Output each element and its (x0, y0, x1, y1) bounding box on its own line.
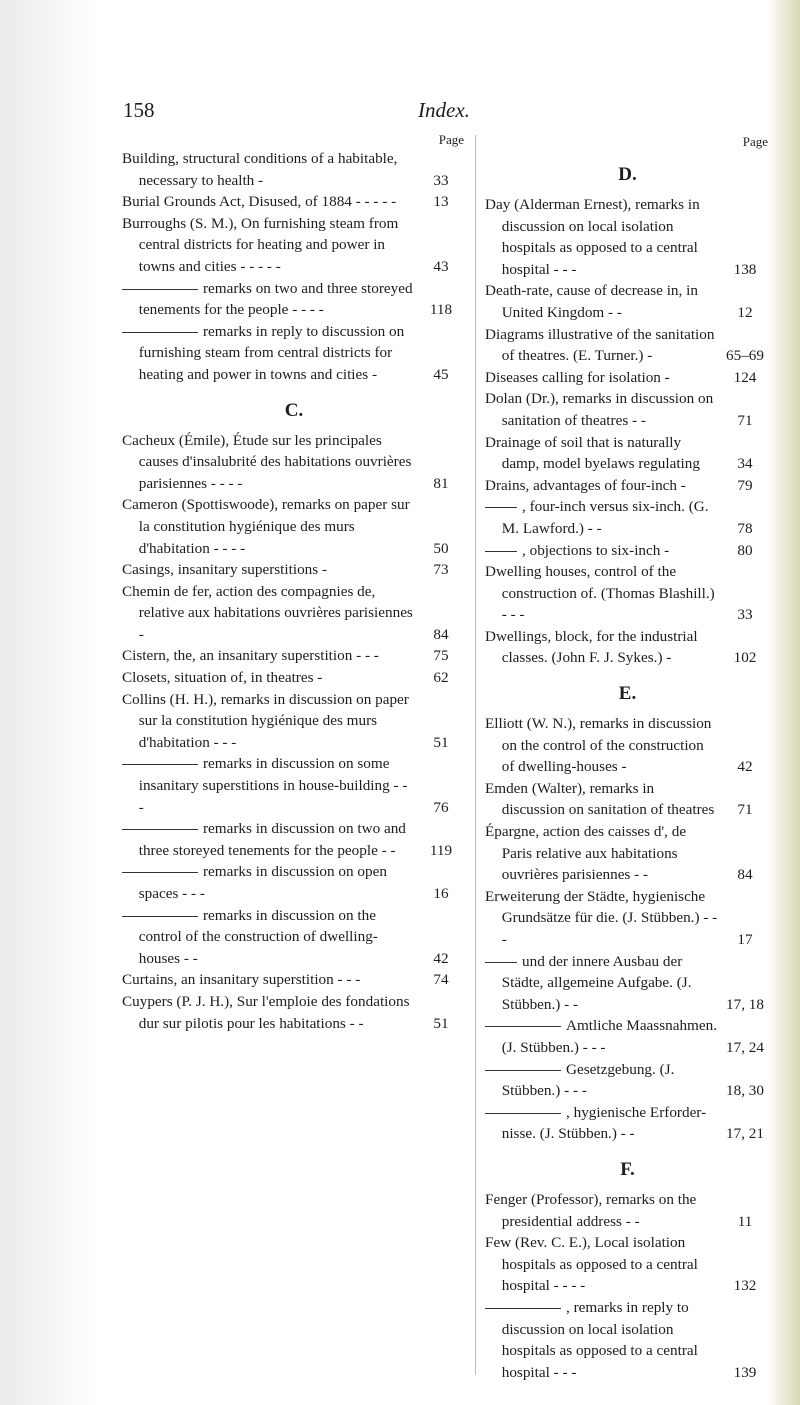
entry-text: Day (Alderman Ernest), remarks in discussion on local isolation hospitals as opposed to a central hospital - - - (485, 196, 700, 278)
entry-text: Dwelling houses, control of the construction of. (Thomas Blashill.) - - - (485, 563, 715, 624)
entry-text: Death-rate, cause of decrease in, in United Kingdom - - (485, 282, 698, 321)
entry-page-number: 12 (737, 303, 753, 321)
entry-text: Cacheux (Émile), Étude sur les principales causes d'insalubrité des habitations ouvrières parisiennes - - - - (122, 431, 412, 492)
index-entry (122, 991, 466, 1034)
entry-text: Fenger (Professor), remarks on the presidential address - - (485, 1190, 697, 1230)
index-entry (485, 194, 770, 280)
index-entry (122, 494, 466, 559)
repeat-dash (485, 507, 517, 508)
entry-text: Diagrams illustrative of the sanitation of theatres. (E. Turner.) - (485, 325, 715, 365)
entry-text: , objections to six-inch - (522, 541, 670, 559)
index-entry (485, 1189, 770, 1232)
entry-page-number: 13 (433, 193, 449, 211)
entry-page-number: 42 (433, 949, 449, 967)
index-entry (485, 1059, 770, 1102)
index-entry (485, 951, 770, 1016)
entry-text: Building, structural conditions of a habitable, necessary to health - (122, 150, 398, 189)
entry-page-number: 102 (733, 649, 757, 667)
entry-text: , hygienische Erforder-nisse. (J. Stübben.) - - (501, 1103, 707, 1143)
repeat-dash (485, 1026, 561, 1027)
page-column-label: Page (742, 134, 768, 149)
entry-text: remarks in discussion on two and three storeyed tenements for the people - - (138, 820, 406, 859)
index-entry (485, 778, 770, 821)
entry-text: , four-inch versus six-inch. (G. M. Lawford.) - - (501, 498, 709, 537)
index-entry (485, 324, 770, 367)
entry-text: Diseases calling for isolation - (485, 368, 670, 386)
repeat-dash (485, 1113, 561, 1114)
entry-page-number: 34 (737, 455, 753, 473)
index-entry (122, 191, 466, 213)
entry-page-number: 33 (737, 606, 753, 624)
index-entry (485, 561, 770, 626)
entry-text: remarks in discussion on open spaces - - - (138, 863, 387, 902)
entry-text: Épargne, action des caisses d', de Paris relative aux habitations ouvrières parisiennes - - (485, 823, 687, 884)
index-entry (485, 1102, 770, 1145)
entry-text: remarks in discussion on the control of the construction of dwelling-houses - - (138, 906, 378, 967)
page-title: Index. (418, 98, 470, 122)
index-entry (485, 432, 770, 475)
entry-page-number: 43 (433, 257, 449, 275)
index-entry (122, 753, 466, 818)
right-page-edge (768, 0, 800, 1405)
repeat-dash (485, 962, 517, 963)
index-entry (122, 645, 466, 667)
entry-page-number: 71 (737, 411, 753, 429)
index-entry (122, 430, 466, 495)
index-entry (122, 905, 466, 970)
entry-page-number: 45 (433, 365, 449, 383)
entry-text: Emden (Walter), remarks in discussion on sanitation of theatres (485, 779, 715, 819)
index-letter-heading: E. (618, 683, 637, 705)
left-page-margin-shadow (0, 0, 100, 1405)
index-entry (485, 1297, 770, 1383)
entry-page-number: 80 (737, 541, 753, 559)
repeat-dash (485, 1070, 561, 1071)
entry-page-number: 33 (433, 171, 449, 189)
entry-text: Dwellings, block, for the industrial classes. (John F. J. Sykes.) - (485, 627, 698, 667)
entry-text: Drainage of soil that is naturally damp, model byelaws regulating (485, 433, 700, 473)
index-entry (122, 689, 466, 754)
entry-text: Cuypers (P. J. H.), Sur l'emploie des fondations dur sur pilotis pour les habitations - - (122, 992, 410, 1032)
entry-text: remarks in discussion on some insanitary superstitions in house-building - - - (138, 755, 408, 816)
entry-text: Amtliche Maassnahmen. (J. Stübben.) - - - (501, 1017, 717, 1056)
entry-page-number: 73 (433, 561, 449, 579)
repeat-dash (485, 551, 517, 552)
page-header (0, 98, 800, 128)
entry-page-number: 81 (433, 474, 449, 492)
index-entry (485, 1015, 770, 1058)
entry-page-number: 11 (737, 1212, 753, 1230)
entry-text: , remarks in reply to discussion on local isolation hospitals as opposed to a central hospital - - - (501, 1298, 698, 1381)
entry-text: Gesetzgebung. (J. Stübben.) - - - (501, 1060, 675, 1100)
entry-page-number: 138 (733, 260, 757, 278)
entry-page-number: 124 (733, 368, 757, 386)
index-entry (485, 388, 770, 431)
index-entry (485, 713, 770, 778)
repeat-dash (122, 332, 198, 333)
index-entry (122, 667, 466, 689)
index-entry (485, 886, 770, 951)
entry-text: Cameron (Spottiswoode), remarks on paper sur la constitution hygiénique des murs d'habitation - - - - (122, 496, 410, 557)
entry-text: remarks on two and three storeyed tenements for the people - - - - (138, 279, 413, 319)
entry-text: Erweiterung der Städte, hygienische Grundsätze für die. (J. Stübben.) - - - (485, 887, 718, 948)
entry-text: Closets, situation of, in theatres - (122, 669, 323, 687)
entry-text: Burial Grounds Act, Disused, of 1884 - - - - - (122, 193, 397, 211)
entry-text: Cistern, the, an insanitary superstition - - - (122, 647, 379, 665)
entry-text: Drains, advantages of four-inch - (485, 476, 686, 494)
entry-page-number: 62 (433, 669, 449, 687)
index-entry (122, 581, 466, 646)
entry-page-number: 139 (733, 1363, 757, 1381)
index-entry (122, 969, 466, 991)
entry-text: remarks in reply to discussion on furnishing steam from central districts for heating and power in towns and cities - (138, 322, 405, 383)
repeat-dash (122, 916, 198, 917)
index-entry (122, 321, 466, 386)
entry-text: Chemin de fer, action des compagnies de, relative aux habitations ouvrières parisiennes - (122, 582, 413, 643)
index-entry (122, 559, 466, 581)
column-divider (475, 135, 476, 1375)
entry-text: Few (Rev. C. E.), Local isolation hospitals as opposed to a central hospital - - - - (485, 1234, 698, 1295)
index-entry (485, 626, 770, 669)
entry-page-number: 79 (737, 476, 753, 494)
entry-page-number: 71 (737, 801, 753, 819)
entry-page-number: 51 (433, 733, 449, 751)
index-entry (485, 540, 770, 562)
entry-page-number: 65–69 (726, 347, 764, 365)
index-entry (122, 861, 466, 904)
index-entry (485, 1232, 770, 1297)
entry-page-number: 74 (433, 971, 449, 989)
index-entry (485, 821, 770, 886)
index-entry (122, 213, 466, 278)
entry-page-number: 76 (433, 798, 449, 816)
index-entry (122, 148, 466, 191)
index-entry (485, 367, 770, 389)
repeat-dash (122, 872, 198, 873)
entry-page-number: 84 (433, 625, 449, 643)
entry-page-number: 17 (737, 931, 753, 948)
entry-page-number: 17, 21 (726, 1125, 764, 1143)
entry-page-number: 17, 24 (726, 1038, 764, 1056)
entry-page-number: 75 (433, 647, 449, 665)
entry-page-number: 17, 18 (726, 995, 764, 1013)
index-entry (122, 278, 466, 321)
entry-page-number: 78 (737, 519, 753, 537)
index-entry (485, 496, 770, 539)
entry-text: und der innere Ausbau der Städte, allgemeine Aufgabe. (J. Stübben.) - - (501, 952, 692, 1013)
entry-text: Curtains, an insanitary superstition - - - (122, 971, 361, 989)
index-entry (122, 818, 466, 861)
page-number: 158 (123, 98, 155, 122)
index-entry (485, 475, 770, 497)
entry-page-number: 132 (733, 1277, 757, 1295)
entry-page-number: 50 (433, 539, 449, 557)
repeat-dash (485, 1308, 561, 1309)
index-column-left (122, 132, 466, 1034)
entry-page-number: 118 (429, 301, 453, 319)
entry-page-number: 51 (433, 1014, 449, 1032)
repeat-dash (122, 289, 198, 290)
entry-text: Casings, insanitary superstitions - (122, 561, 328, 579)
index-letter-heading: D. (618, 164, 637, 185)
entry-page-number: 16 (433, 885, 449, 902)
entry-page-number: 42 (737, 758, 753, 776)
entry-page-number: 84 (737, 866, 753, 884)
index-entry (485, 280, 770, 323)
repeat-dash (122, 764, 198, 765)
entry-text: Dolan (Dr.), remarks in discussion on sanitation of theatres - - (485, 390, 714, 429)
index-letter-heading: F. (620, 1158, 635, 1180)
repeat-dash (122, 829, 198, 830)
entry-text: Collins (H. H.), remarks in discussion on paper sur la constitution hygiénique des murs d'habitation - - - (122, 690, 409, 751)
entry-page-number: 119 (429, 841, 453, 859)
entry-text: Burroughs (S. M.), On furnishing steam from central districts for heating and power in towns and cities - - - - - (122, 214, 399, 275)
entry-text: Elliott (W. N.), remarks in discussion on the control of the construction of dwelling-houses - (485, 715, 712, 776)
entry-page-number: 18, 30 (726, 1082, 764, 1100)
page-column-label: Page (438, 132, 464, 147)
index-letter-heading: C. (284, 399, 304, 421)
index-column-right (485, 134, 770, 1383)
